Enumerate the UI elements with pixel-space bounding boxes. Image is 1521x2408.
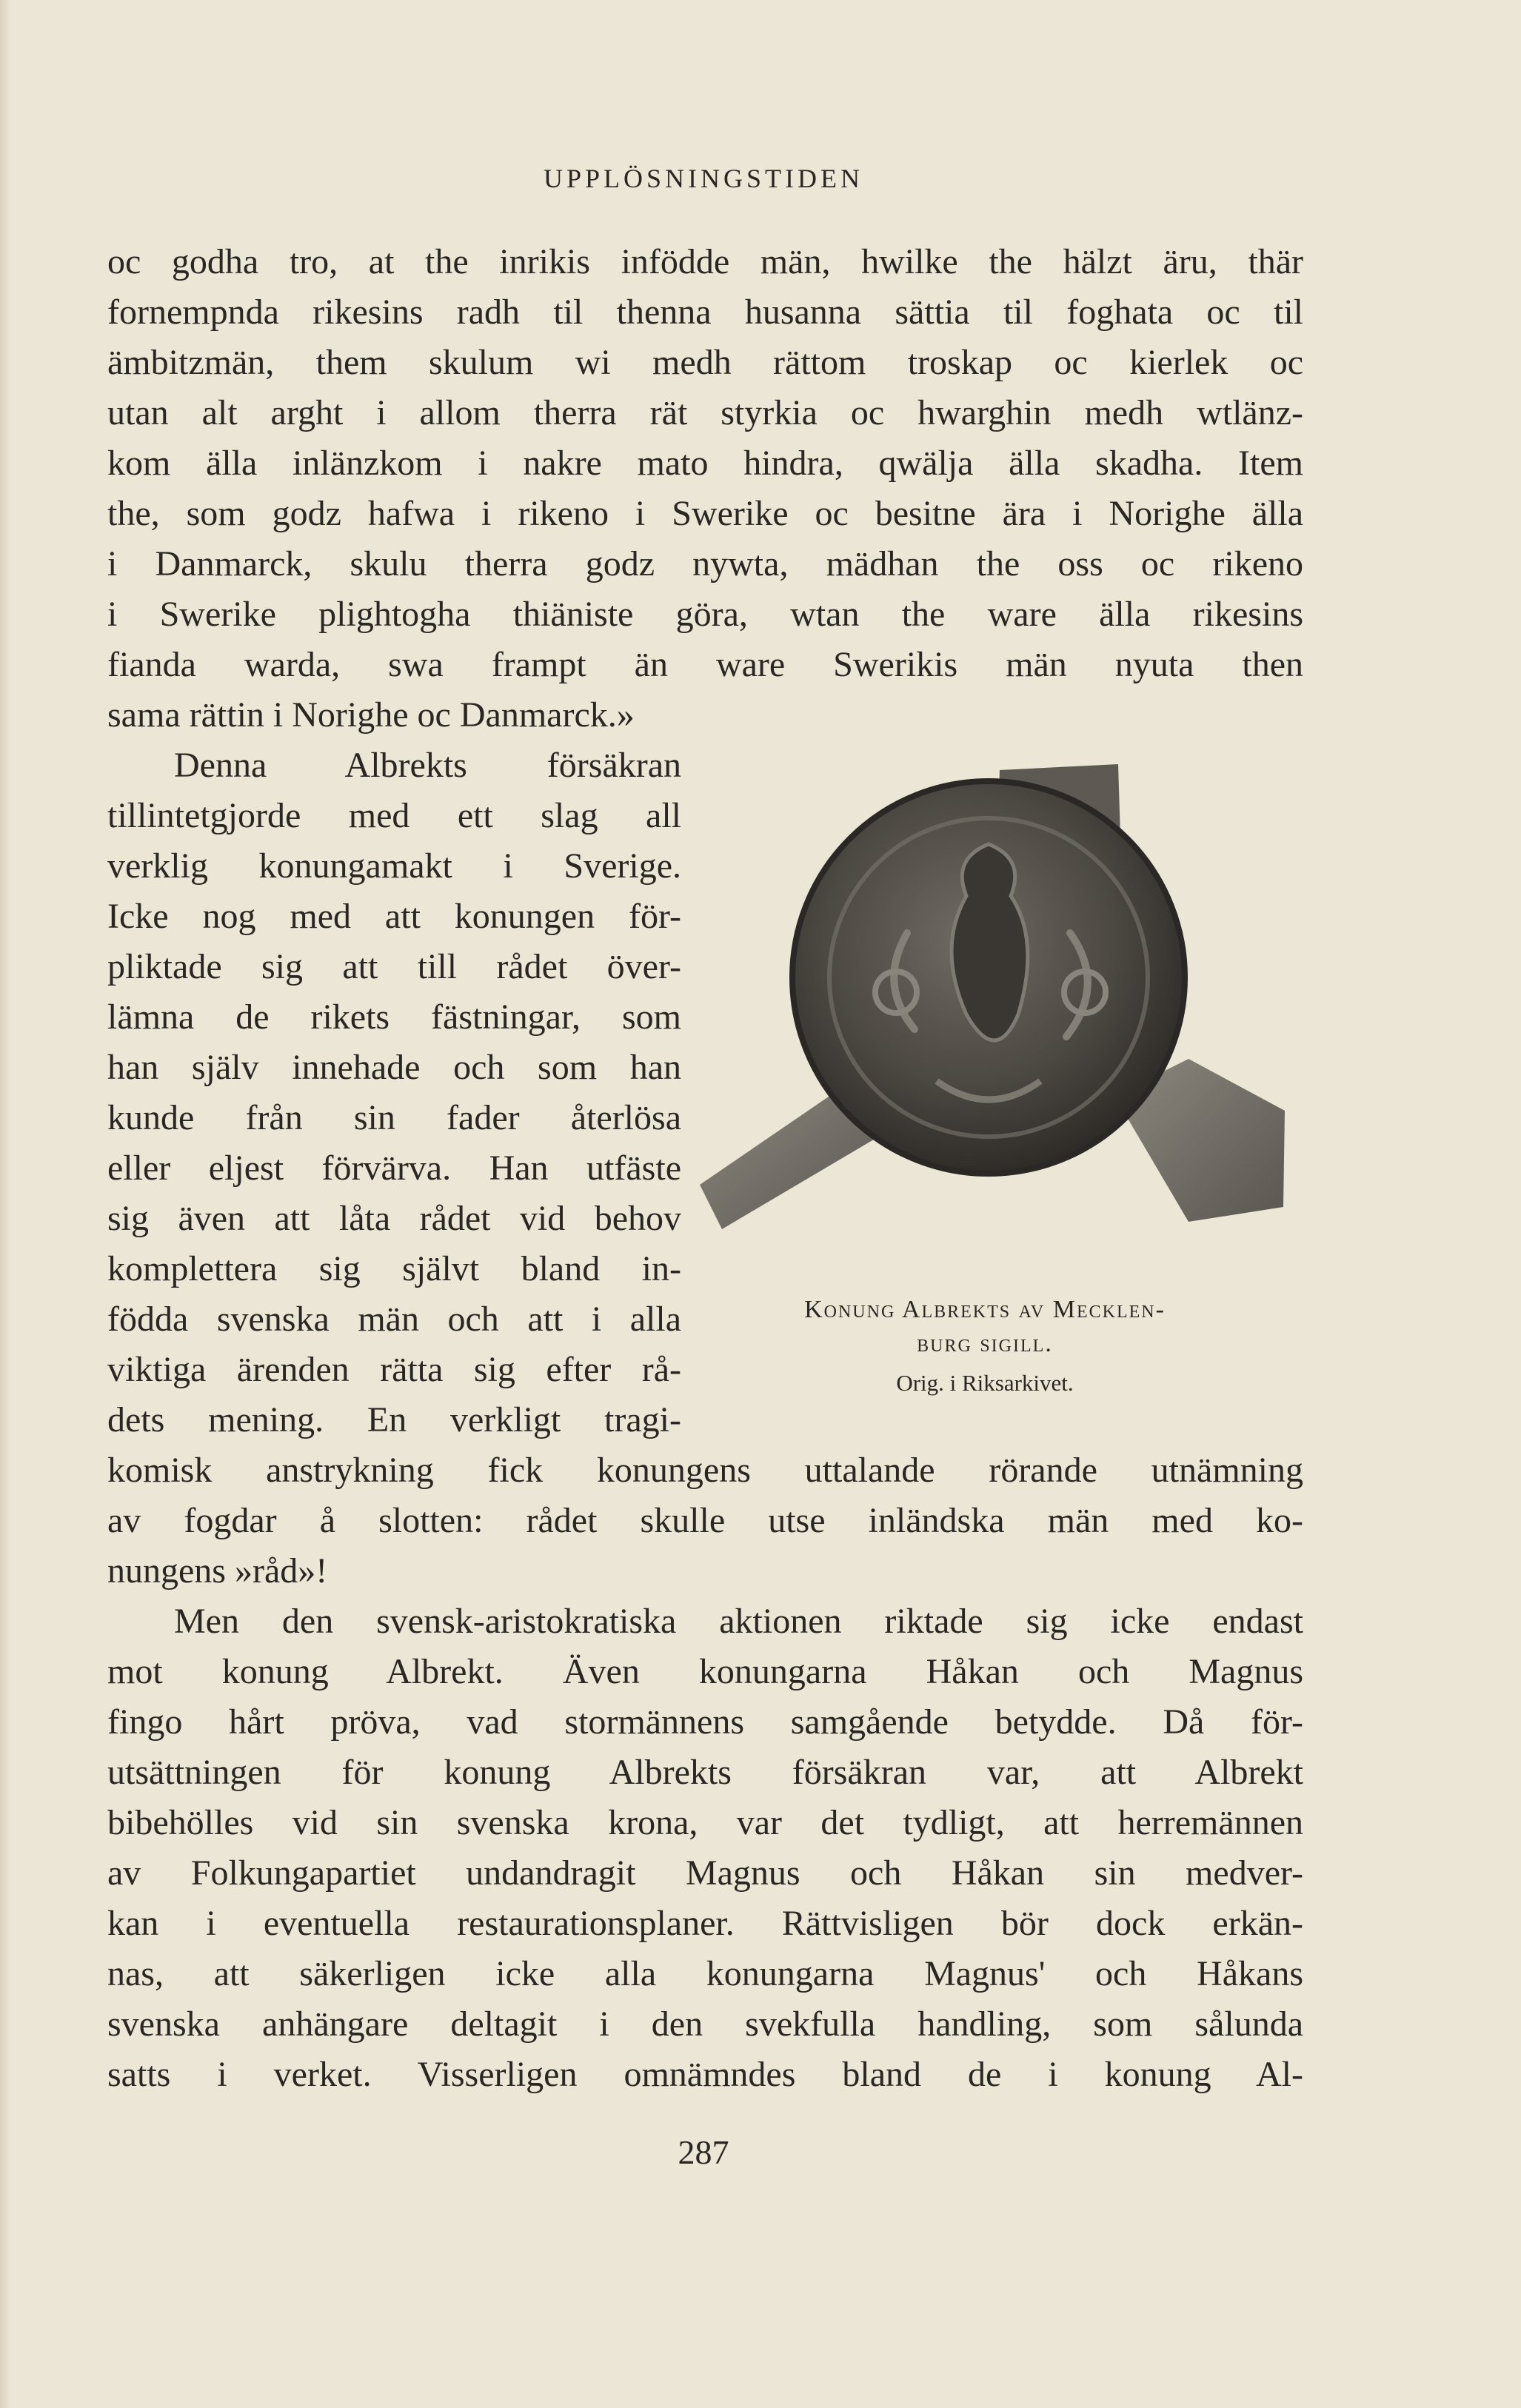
text-line: av fogdar å slotten: rådet skulle utse inländska män med ko-	[107, 1501, 1303, 1540]
text-line: utan alt arght i allom therra rät styrkia oc hwarghin medh wtlänz-	[107, 393, 1303, 432]
text-line: nungens »råd»!	[107, 1551, 328, 1591]
text-line: av Folkungapartiet undandragit Magnus och Håkan sin medver-	[107, 1853, 1303, 1893]
text-line: i Swerike plightogha thiäniste göra, wtan the ware älla rikesins	[107, 595, 1303, 634]
text-line: kan i eventuella restaurationsplaner. Rättvisligen bör dock erkän-	[107, 1904, 1303, 1943]
text-line: han själv innehade och som han	[107, 1048, 681, 1087]
text-line: komplettera sig självt bland in-	[107, 1249, 681, 1288]
text-line: lämna de rikets fästningar, som	[107, 997, 681, 1037]
text-line: Icke nog med att konungen för-	[107, 897, 681, 936]
text-line: eller eljest förvärva. Han utfäste	[107, 1148, 681, 1188]
seal-icon	[670, 748, 1300, 1266]
text-line: verklig konungamakt i Sverige.	[107, 846, 681, 886]
text-line: the, som godz hafwa i rikeno i Swerike oc besitne ära i Norighe älla	[107, 494, 1303, 533]
page-edge	[0, 0, 10, 2408]
text-line: födda svenska män och att i alla	[107, 1300, 681, 1339]
text-line: Men den svensk-aristokratiska aktionen riktade sig icke endast	[174, 1602, 1303, 1641]
text-line: pliktade sig att till rådet över-	[107, 947, 681, 986]
text-line: utsättningen för konung Albrekts försäkran var, att Albrekt	[107, 1753, 1303, 1792]
text-line: ämbitzmän, them skulum wi medh rättom troskap oc kierlek oc	[107, 343, 1303, 382]
running-head: UPPLÖSNINGSTIDEN	[543, 164, 864, 193]
seal-illustration	[670, 748, 1300, 1266]
text-line: kunde från sin fader återlösa	[107, 1098, 681, 1137]
text-line: satts i verket. Visserligen omnämndes bland de i konung Al-	[107, 2055, 1303, 2094]
text-line: nas, att säkerligen icke alla konungarna Magnus' och Håkans	[107, 1954, 1303, 1993]
text-line: fingo hårt pröva, vad stormännens samgående betydde. Då för-	[107, 1702, 1303, 1742]
text-line: sig även att låta rådet vid behov	[107, 1199, 681, 1238]
text-line: sama rättin i Norighe oc Danmarck.»	[107, 695, 635, 735]
page-number: 287	[678, 2133, 729, 2171]
text-line: i Danmarck, skulu therra godz nywta, mädhan the oss oc rikeno	[107, 544, 1303, 583]
text-line: komisk anstrykning fick konungens uttalande rörande utnämning	[107, 1451, 1303, 1490]
text-line: Denna Albrekts försäkran	[174, 746, 681, 785]
text-line: tillintetgjorde med ett slag all	[107, 796, 681, 835]
text-line: fianda warda, swa frampt än ware Swerikis män nyuta then	[107, 645, 1303, 684]
text-line: dets mening. En verkligt tragi-	[107, 1400, 681, 1439]
caption-title: Konung Albrekts av Mecklen-	[804, 1296, 1166, 1323]
text-line: fornempnda rikesins radh til thenna husanna sättia til foghata oc til	[107, 292, 1303, 332]
caption-source: Orig. i Riksarkivet.	[896, 1370, 1074, 1396]
text-line: bibehölles vid sin svenska krona, var det tydligt, att herremännen	[107, 1803, 1303, 1842]
text-line: oc godha tro, at the inrikis infödde män, hwilke the hälzt äru, thär	[107, 242, 1303, 281]
text-line: mot konung Albrekt. Även konungarna Håkan och Magnus	[107, 1652, 1303, 1691]
caption-title-cont: burg sigill.	[917, 1330, 1053, 1357]
text-line: svenska anhängare deltagit i den svekfulla handling, som sålunda	[107, 2004, 1303, 2044]
text-line: viktiga ärenden rätta sig efter rå-	[107, 1350, 681, 1389]
text-line: kom älla inlänzkom i nakre mato hindra, qwälja älla skadha. Item	[107, 444, 1303, 483]
